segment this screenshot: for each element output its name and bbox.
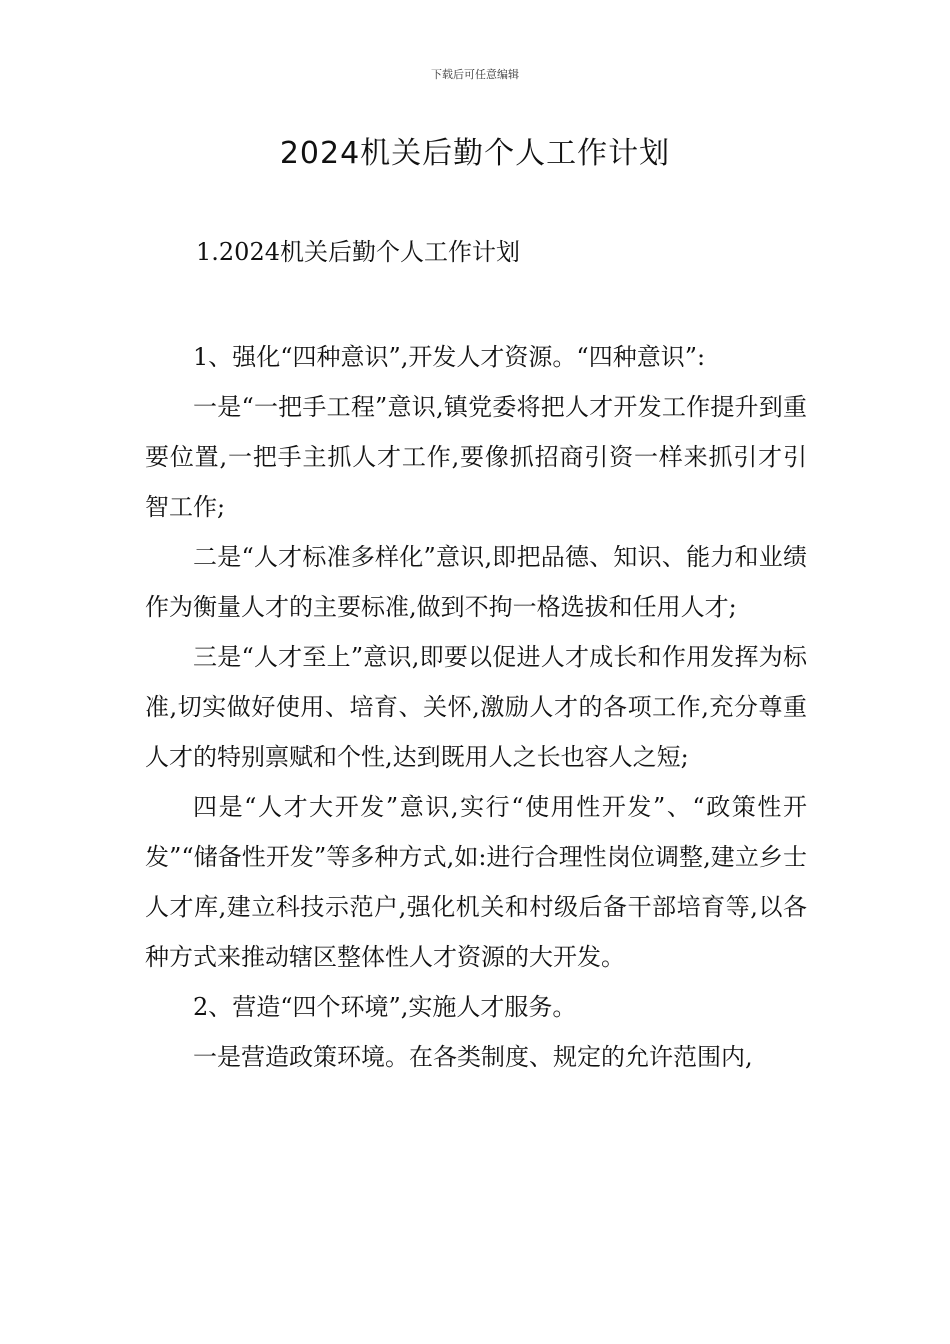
section-subheading: 1.2024机关后勤个人工作计划 [196,238,520,266]
paragraph: 二是“人才标准多样化”意识,即把品德、知识、能力和业绩作为衡量人才的主要标准,做到不拘一格选拔和任用人才; [145,543,807,621]
document-title: 2024机关后勤个人工作计划 [279,136,671,171]
header-note: 下载后可任意编辑 [431,68,519,81]
paragraph: 一是营造政策环境。在各类制度、规定的允许范围内, [193,1043,753,1071]
document-body [145,332,807,1082]
paragraph: 1、强化“四种意识”,开发人才资源。“四种意识”: [193,343,706,371]
paragraph: 2、营造“四个环境”,实施人才服务。 [193,993,577,1021]
paragraph: 四是“人才大开发”意识,实行“使用性开发”、“政策性开发”“储备性开发”等多种方式,如:进行合理性岗位调整,建立乡士人才库,建立科技示范户,强化机关和村级后备干部培育等,以各种方式来推动辖区整体性人才资源的大开发。 [145,793,807,971]
paragraph: 一是“一把手工程”意识,镇党委将把人才开发工作提升到重要位置,一把手主抓人才工作,要像抓招商引资一样来抓引才引智工作; [145,393,807,521]
paragraph: 三是“人才至上”意识,即要以促进人才成长和作用发挥为标准,切实做好使用、培育、关怀,激励人才的各项工作,充分尊重人才的特别禀赋和个性,达到既用人之长也容人之短; [145,643,807,771]
